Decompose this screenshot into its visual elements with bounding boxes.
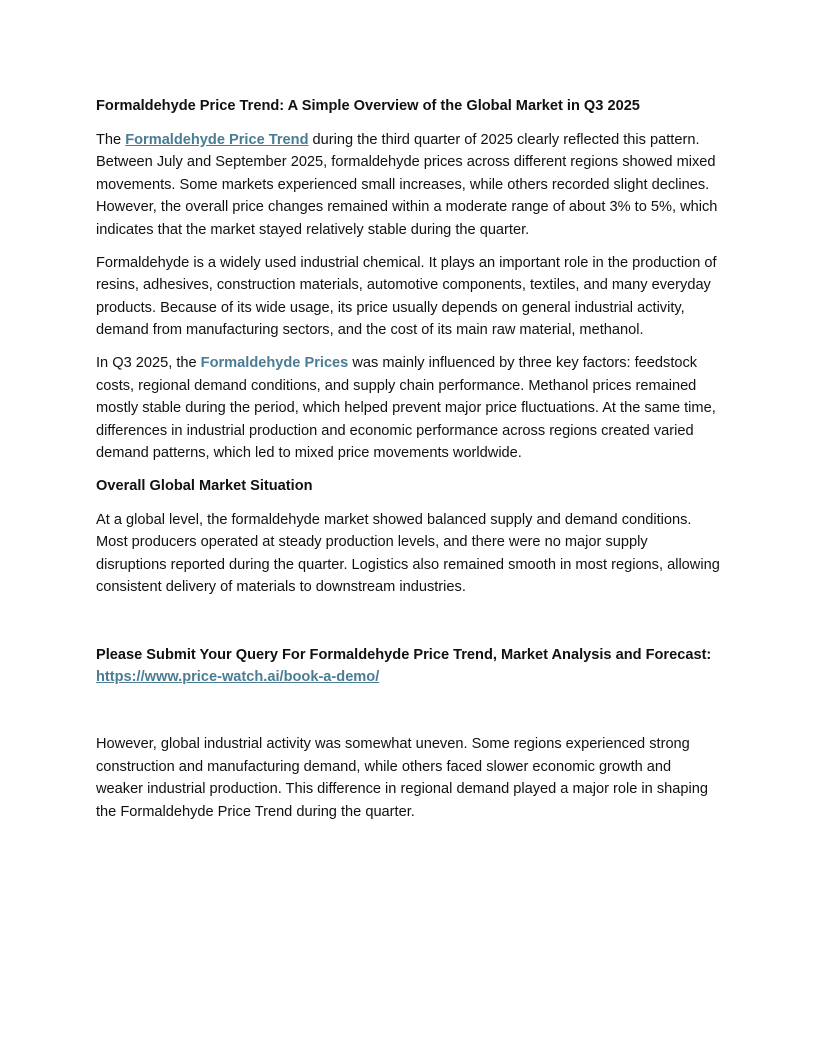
global-market-paragraph: At a global level, the formaldehyde market showed balanced supply and demand conditions. Most producers operated at steady production levels, and there were no major supply disruptions reported during the quarter. Logistics also remained smooth in most regions, allowing consistent delivery of materials to downstream industries. <box>96 511 720 596</box>
factors-paragraph <box>96 352 722 465</box>
document-page <box>96 95 722 823</box>
factors-prefix: In Q3 2025, the <box>96 354 201 371</box>
section-heading: Overall Global Market Situation <box>96 477 313 494</box>
intro-paragraph <box>96 129 722 242</box>
factors-suffix: was mainly influenced by three key factors: feedstock costs, regional demand conditions, and supply chain performance. Methanol prices remained mostly stable during the period, which helped prevent major price fluctuations. At the same time, differences in industrial production and economic performance across regions created varied demand patterns, which led to mixed price movements worldwide. <box>96 354 716 462</box>
query-call-to-action <box>96 644 722 689</box>
document-title: Formaldehyde Price Trend: A Simple Overview of the Global Market in Q3 2025 <box>96 98 640 114</box>
formaldehyde-prices-link[interactable]: Formaldehyde Prices <box>200 354 349 371</box>
book-demo-link[interactable]: https://www.price-watch.ai/book-a-demo/ <box>96 669 380 686</box>
intro-suffix: during the third quarter of 2025 clearly reflected this pattern. Between July and September 2025, formaldehyde prices across different regions showed mixed movements. Some markets experienced small increases, while others recorded slight declines. However, the overall price changes remained within a moderate range of about 3% to 5%, which indicates that the market stayed relatively stable during the quarter. <box>96 131 718 238</box>
regional-activity-paragraph: However, global industrial activity was somewhat uneven. Some regions experienced strong construction and manufacturing demand, while others faced slower economic growth and weaker industrial production. This difference in regional demand played a major role in shaping the Formaldehyde Price Trend during the quarter. <box>96 736 708 820</box>
formaldehyde-price-trend-link[interactable]: Formaldehyde Price Trend <box>125 131 309 148</box>
cta-text: Please Submit Your Query For Formaldehyde Price Trend, Market Analysis and Forecast: <box>96 646 712 663</box>
usage-paragraph: Formaldehyde is a widely used industrial chemical. It plays an important role in the production of resins, adhesives, construction materials, automotive components, textiles, and many everyday products. Because of its wide usage, its price usually depends on general industrial activity, demand from manufacturing sectors, and the cost of its main raw material, methanol. <box>96 254 717 339</box>
intro-prefix: The <box>96 131 126 148</box>
